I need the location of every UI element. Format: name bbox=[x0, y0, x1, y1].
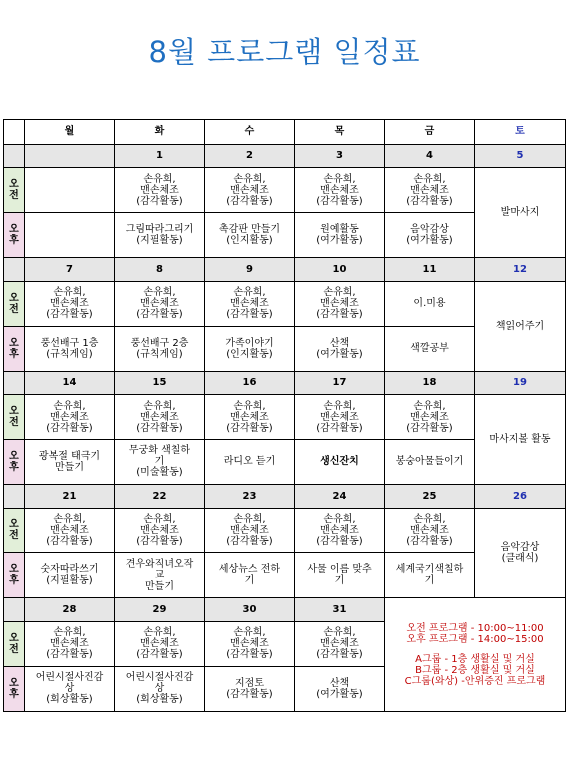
pm-label bbox=[4, 553, 25, 598]
am-activity-cell bbox=[295, 508, 385, 553]
cell-text-line: (회상활동) bbox=[136, 694, 183, 706]
cell-text-line: 음악감상 bbox=[410, 224, 449, 236]
date-row bbox=[4, 258, 566, 282]
cell-text-line: 견우와직녀오작 bbox=[125, 558, 194, 570]
am-activity-cell bbox=[115, 281, 205, 326]
cell-text-line: 손유희, bbox=[143, 173, 176, 185]
cell-text-line: 맨손체조 bbox=[410, 524, 449, 536]
cell-text-line: (여가활동) bbox=[316, 688, 363, 700]
cell-text-line: (규칙게임) bbox=[46, 348, 93, 360]
day-header: 금 bbox=[385, 120, 475, 145]
cell-text-line: 맨손체조 bbox=[230, 298, 269, 310]
am-activity-cell bbox=[295, 281, 385, 326]
cell-text-line: 후 bbox=[9, 348, 19, 360]
cell-text-line: 산책 bbox=[329, 337, 350, 349]
legend-line: B그룹 - 2층 생활실 및 거실 bbox=[415, 664, 535, 676]
row-label-blank bbox=[4, 484, 25, 508]
cell-text-line: 손유희, bbox=[53, 287, 86, 299]
day-header: 목 bbox=[295, 120, 385, 145]
cell-text-line: 손유희, bbox=[233, 400, 266, 412]
cell-text-line: (감각활동) bbox=[226, 688, 273, 700]
cell-text-line: (인지활동) bbox=[226, 348, 273, 360]
cell-text-line: 맨손체조 bbox=[320, 411, 359, 423]
cell-text-line: 맨손체조 bbox=[50, 298, 89, 310]
cell-text-line: 세계국기색칠하 bbox=[395, 564, 464, 576]
cell-text-line: 봉숭아물들이기 bbox=[395, 456, 464, 468]
cell-text-line: 맨손체조 bbox=[320, 298, 359, 310]
cell-text-line: (감각활동) bbox=[406, 195, 453, 207]
am-activity-cell bbox=[205, 621, 295, 666]
cell-text-line: (감각활동) bbox=[226, 309, 273, 321]
cell-text-line: 맨손체조 bbox=[140, 184, 179, 196]
legend-line: 오후 프로그램 - 14:00~15:00 bbox=[406, 633, 544, 645]
cell-text-line: (감각활동) bbox=[316, 195, 363, 207]
date-cell: 31 bbox=[295, 598, 385, 622]
cell-text-line: 맨손체조 bbox=[410, 411, 449, 423]
am-activity-cell bbox=[25, 395, 115, 440]
am-activity-cell bbox=[295, 621, 385, 666]
am-activity-cell bbox=[205, 281, 295, 326]
cell-text-line: 그림따라그리기 bbox=[125, 224, 194, 236]
day-header: 토 bbox=[475, 120, 566, 145]
cell-text-line: 맨손체조 bbox=[230, 524, 269, 536]
am-label bbox=[4, 621, 25, 666]
pm-label bbox=[4, 213, 25, 258]
row-label-blank bbox=[4, 371, 25, 395]
cell-text-line: (클래식) bbox=[501, 552, 539, 564]
cell-text-line: 산책 bbox=[329, 677, 350, 689]
row-label-blank bbox=[4, 258, 25, 282]
schedule-table bbox=[3, 119, 566, 712]
pm-activity-cell bbox=[295, 213, 385, 258]
am-activity-cell bbox=[25, 621, 115, 666]
saturday-activity-cell bbox=[475, 168, 566, 258]
cell-text-line: 후 bbox=[9, 575, 19, 587]
date-cell: 7 bbox=[25, 258, 115, 282]
cell-text-line: 맨손체조 bbox=[50, 411, 89, 423]
pm-label bbox=[4, 666, 25, 711]
cell-text-line: 생신잔치 bbox=[320, 456, 359, 468]
pm-activity-cell bbox=[205, 666, 295, 711]
date-cell: 28 bbox=[25, 598, 115, 622]
legend-line: A그룹 - 1층 생활실 및 거실 bbox=[415, 653, 535, 665]
cell-text-line: 손유희, bbox=[323, 173, 356, 185]
cell-text-line: (감각활동) bbox=[406, 535, 453, 547]
cell-text-line: 오 bbox=[9, 406, 19, 417]
date-cell: 24 bbox=[295, 484, 385, 508]
cell-text-line: 후 bbox=[9, 235, 19, 247]
date-cell: 8 bbox=[115, 258, 205, 282]
cell-text-line: 손유희, bbox=[53, 513, 86, 525]
cell-text-line: 손유희, bbox=[143, 400, 176, 412]
date-cell: 29 bbox=[115, 598, 205, 622]
date-cell: 26 bbox=[475, 484, 566, 508]
date-cell: 10 bbox=[295, 258, 385, 282]
pm-activity-cell bbox=[205, 213, 295, 258]
cell-text-line: 손유희, bbox=[143, 287, 176, 299]
date-cell: 9 bbox=[205, 258, 295, 282]
cell-text-line: 맨손체조 bbox=[230, 411, 269, 423]
pm-activity-cell bbox=[25, 553, 115, 598]
pm-activity-cell bbox=[115, 440, 205, 485]
cell-text-line: 맨손체조 bbox=[50, 524, 89, 536]
date-cell: 11 bbox=[385, 258, 475, 282]
cell-text-line: 마사지볼 활동 bbox=[489, 434, 551, 445]
cell-text-line: 만들기 bbox=[145, 580, 174, 592]
cell-text-line: 오 bbox=[9, 519, 19, 531]
pm-activity-cell bbox=[25, 666, 115, 711]
cell-text-line: 맨손체조 bbox=[140, 411, 179, 423]
cell-text-line: (여가활동) bbox=[316, 235, 363, 247]
row-label-blank bbox=[4, 598, 25, 622]
day-header: 화 bbox=[115, 120, 205, 145]
cell-text-line: (감각활동) bbox=[316, 422, 363, 434]
am-activity-cell bbox=[385, 168, 475, 213]
cell-text-line: 어린시절사진감 bbox=[35, 672, 104, 684]
am-activity-cell bbox=[25, 168, 115, 213]
date-cell: 21 bbox=[25, 484, 115, 508]
row-label-blank bbox=[4, 144, 25, 168]
cell-text-line: 맨손체조 bbox=[320, 524, 359, 536]
pm-activity-cell bbox=[25, 440, 115, 485]
cell-text-line: 무궁화 색칠하 bbox=[128, 445, 191, 457]
date-row bbox=[4, 371, 566, 395]
cell-text-line: 맨손체조 bbox=[320, 638, 359, 650]
date-cell: 30 bbox=[205, 598, 295, 622]
cell-text-line: 후 bbox=[9, 461, 19, 473]
am-activity-cell bbox=[205, 395, 295, 440]
cell-text-line: 맨손체조 bbox=[140, 298, 179, 310]
cell-text-line: 책읽어주기 bbox=[495, 320, 545, 332]
pm-activity-cell bbox=[25, 326, 115, 371]
am-label bbox=[4, 281, 25, 326]
cell-text-line: 원예활동 bbox=[320, 224, 359, 236]
cell-text-line: (감각활동) bbox=[136, 535, 183, 547]
cell-text-line: 풍선배구 2층 bbox=[130, 337, 189, 349]
date-cell: 15 bbox=[115, 371, 205, 395]
cell-text-line: 오 bbox=[9, 179, 19, 191]
cell-text-line: 기 bbox=[154, 456, 165, 468]
cell-text-line: 색깔공부 bbox=[410, 343, 449, 354]
pm-activity-cell bbox=[295, 326, 385, 371]
cell-text-line: 촉감판 만들기 bbox=[218, 224, 281, 236]
date-cell: 5 bbox=[475, 144, 566, 168]
cell-text-line: (감각활동) bbox=[226, 195, 273, 207]
am-activity-cell bbox=[385, 508, 475, 553]
cell-text-line: (감각활동) bbox=[46, 649, 93, 661]
cell-text-line: 음악감상 bbox=[500, 541, 540, 553]
cell-text-line: (감각활동) bbox=[316, 309, 363, 321]
date-cell: 17 bbox=[295, 371, 385, 395]
pm-activity-cell bbox=[205, 553, 295, 598]
pm-label bbox=[4, 440, 25, 485]
cell-text-line: 어린시절사진감 bbox=[125, 672, 194, 684]
am-row bbox=[4, 395, 566, 440]
date-cell: 23 bbox=[205, 484, 295, 508]
cell-text-line: 오 bbox=[9, 292, 19, 304]
am-row bbox=[4, 508, 566, 553]
cell-text-line: 손유희, bbox=[143, 513, 176, 525]
cell-text-line: 손유희, bbox=[233, 173, 266, 185]
cell-text-line: 오 bbox=[9, 450, 19, 462]
cell-text-line: (미술활동) bbox=[136, 467, 183, 479]
am-activity-cell bbox=[205, 168, 295, 213]
pm-activity-cell bbox=[385, 213, 475, 258]
cell-text-line: 손유희, bbox=[53, 627, 86, 639]
cell-text-line: 풍선배구 1층 bbox=[40, 337, 99, 349]
cell-text-line: (감각활동) bbox=[316, 535, 363, 547]
page-title: 8월 프로그램 일정표 bbox=[148, 35, 421, 69]
cell-text-line: (회상활동) bbox=[46, 694, 93, 706]
cell-text-line: 세상뉴스 전하 bbox=[218, 564, 281, 576]
cell-text-line: 만들기 bbox=[55, 461, 84, 473]
cell-text-line: 전 bbox=[9, 303, 19, 315]
pm-label bbox=[4, 326, 25, 371]
cell-text-line: 광복절 태극기 bbox=[38, 450, 101, 462]
pm-activity-cell bbox=[295, 440, 385, 485]
cell-text-line: 기 bbox=[244, 575, 255, 587]
pm-activity-cell bbox=[115, 326, 205, 371]
cell-text-line: 맨손체조 bbox=[410, 184, 449, 196]
cell-text-line: (감각활동) bbox=[136, 649, 183, 661]
am-row bbox=[4, 168, 566, 213]
cell-text-line: 상 bbox=[154, 683, 165, 695]
date-cell: 1 bbox=[115, 144, 205, 168]
date-cell: 16 bbox=[205, 371, 295, 395]
cell-text-line: (감각활동) bbox=[406, 422, 453, 434]
cell-text-line: 손유희, bbox=[233, 513, 266, 525]
date-cell: 2 bbox=[205, 144, 295, 168]
am-activity-cell bbox=[25, 281, 115, 326]
legend-line: C그룹(와상) -안위증진 프로그램 bbox=[404, 675, 546, 687]
date-cell: 12 bbox=[475, 258, 566, 282]
cell-text-line: (인지활동) bbox=[226, 235, 273, 247]
cell-text-line: 기 bbox=[424, 575, 435, 587]
pm-activity-cell bbox=[115, 553, 205, 598]
cell-text-line: 오 bbox=[9, 677, 19, 689]
pm-activity-cell bbox=[115, 213, 205, 258]
cell-text-line: 맨손체조 bbox=[230, 184, 269, 196]
date-row bbox=[4, 144, 566, 168]
am-activity-cell bbox=[295, 168, 385, 213]
day-header: 월 bbox=[25, 120, 115, 145]
date-cell: 22 bbox=[115, 484, 205, 508]
cell-text-line: 오 bbox=[9, 632, 19, 644]
am-activity-cell bbox=[385, 281, 475, 326]
pm-activity-cell bbox=[385, 440, 475, 485]
pm-activity-cell bbox=[385, 326, 475, 371]
am-label bbox=[4, 508, 25, 553]
cell-text-line: 맨손체조 bbox=[230, 638, 269, 650]
cell-text-line: (감각활동) bbox=[46, 422, 93, 434]
day-header: 수 bbox=[205, 120, 295, 145]
saturday-activity-cell bbox=[475, 395, 566, 485]
am-activity-cell bbox=[115, 621, 205, 666]
pm-activity-cell bbox=[115, 666, 205, 711]
cell-text-line: 후 bbox=[9, 688, 19, 700]
am-activity-cell bbox=[115, 168, 205, 213]
saturday-activity-cell bbox=[475, 281, 566, 371]
cell-text-line: 맨손체조 bbox=[50, 638, 89, 650]
legend-spacer bbox=[385, 645, 565, 654]
cell-text-line: 전 bbox=[9, 643, 19, 655]
date-cell: 19 bbox=[475, 371, 566, 395]
date-cell bbox=[25, 144, 115, 168]
cell-text-line: (감각활동) bbox=[226, 422, 273, 434]
am-label bbox=[4, 395, 25, 440]
cell-text-line: 이.미용 bbox=[413, 298, 446, 310]
am-activity-cell bbox=[115, 508, 205, 553]
am-activity-cell bbox=[295, 395, 385, 440]
am-row bbox=[4, 281, 566, 326]
pm-activity-cell bbox=[205, 440, 295, 485]
cell-text-line: 손유희, bbox=[233, 627, 266, 639]
header-row bbox=[4, 120, 566, 145]
date-cell: 4 bbox=[385, 144, 475, 168]
cell-text-line: 발마사지 bbox=[500, 207, 540, 219]
pm-activity-cell bbox=[25, 213, 115, 258]
cell-text-line: 오 bbox=[9, 564, 19, 576]
cell-text-line: 상 bbox=[64, 683, 75, 695]
legend-line: 오전 프로그램 - 10:00~11:00 bbox=[406, 622, 544, 634]
date-row bbox=[4, 598, 566, 622]
cell-text-line: 오 bbox=[9, 337, 19, 349]
cell-text-line: 맨손체조 bbox=[140, 638, 179, 650]
cell-text-line: (감각활동) bbox=[316, 649, 363, 661]
cell-text-line: 맨손체조 bbox=[320, 184, 359, 196]
cell-text-line: 사물 이름 맞추 bbox=[307, 564, 372, 576]
date-cell: 14 bbox=[25, 371, 115, 395]
cell-text-line: 라디오 듣기 bbox=[223, 456, 276, 468]
cell-text-line: (감각활동) bbox=[136, 422, 183, 434]
cell-text-line: (감각활동) bbox=[136, 309, 183, 321]
cell-text-line: 지점토 bbox=[235, 677, 264, 689]
cell-text-line: (여가활동) bbox=[406, 235, 453, 247]
cell-text-line: 맨손체조 bbox=[140, 524, 179, 536]
cell-text-line: 숫자따라쓰기 bbox=[40, 564, 99, 576]
pm-activity-cell bbox=[295, 553, 385, 598]
date-cell: 18 bbox=[385, 371, 475, 395]
program-legend bbox=[385, 598, 566, 712]
saturday-activity-cell bbox=[475, 508, 566, 598]
cell-text-line: 손유희, bbox=[323, 513, 356, 525]
date-cell: 3 bbox=[295, 144, 385, 168]
cell-text-line: 기 bbox=[334, 575, 345, 587]
cell-text-line: 손유희, bbox=[323, 627, 356, 639]
cell-text-line: 손유희, bbox=[413, 400, 446, 412]
cell-text-line: (규칙게임) bbox=[136, 348, 183, 360]
cell-text-line: (지필활동) bbox=[46, 575, 93, 587]
cell-text-line: 손유희, bbox=[413, 513, 446, 525]
cell-text-line: 손유희, bbox=[323, 287, 356, 299]
am-activity-cell bbox=[25, 508, 115, 553]
cell-text-line: 손유희, bbox=[413, 173, 446, 185]
cell-text-line: 손유희, bbox=[323, 400, 356, 412]
cell-text-line: 오 bbox=[9, 224, 19, 236]
date-cell: 25 bbox=[385, 484, 475, 508]
pm-activity-cell bbox=[205, 326, 295, 371]
am-label bbox=[4, 168, 25, 213]
cell-text-line: 전 bbox=[9, 530, 19, 542]
cell-text-line: 손유희, bbox=[53, 400, 86, 412]
pm-activity-cell bbox=[385, 553, 475, 598]
cell-text-line: (감각활동) bbox=[226, 649, 273, 661]
cell-text-line: (여가활동) bbox=[316, 348, 363, 360]
am-activity-cell bbox=[205, 508, 295, 553]
pm-activity-cell bbox=[295, 666, 385, 711]
am-activity-cell bbox=[115, 395, 205, 440]
cell-text-line: 가족이야기 bbox=[225, 337, 274, 349]
date-row bbox=[4, 484, 566, 508]
am-activity-cell bbox=[385, 395, 475, 440]
cell-text-line: 전 bbox=[9, 417, 19, 428]
cell-text-line: 손유희, bbox=[233, 287, 266, 299]
cell-text-line: 교 bbox=[154, 569, 165, 581]
cell-text-line: (감각활동) bbox=[226, 535, 273, 547]
cell-text-line: (지필활동) bbox=[136, 235, 183, 247]
cell-text-line: (감각활동) bbox=[46, 535, 93, 547]
corner-cell bbox=[4, 120, 25, 145]
cell-text-line: 전 bbox=[9, 190, 19, 202]
cell-text-line: (감각활동) bbox=[46, 309, 93, 321]
cell-text-line: (감각활동) bbox=[136, 195, 183, 207]
cell-text-line: 손유희, bbox=[143, 627, 176, 639]
